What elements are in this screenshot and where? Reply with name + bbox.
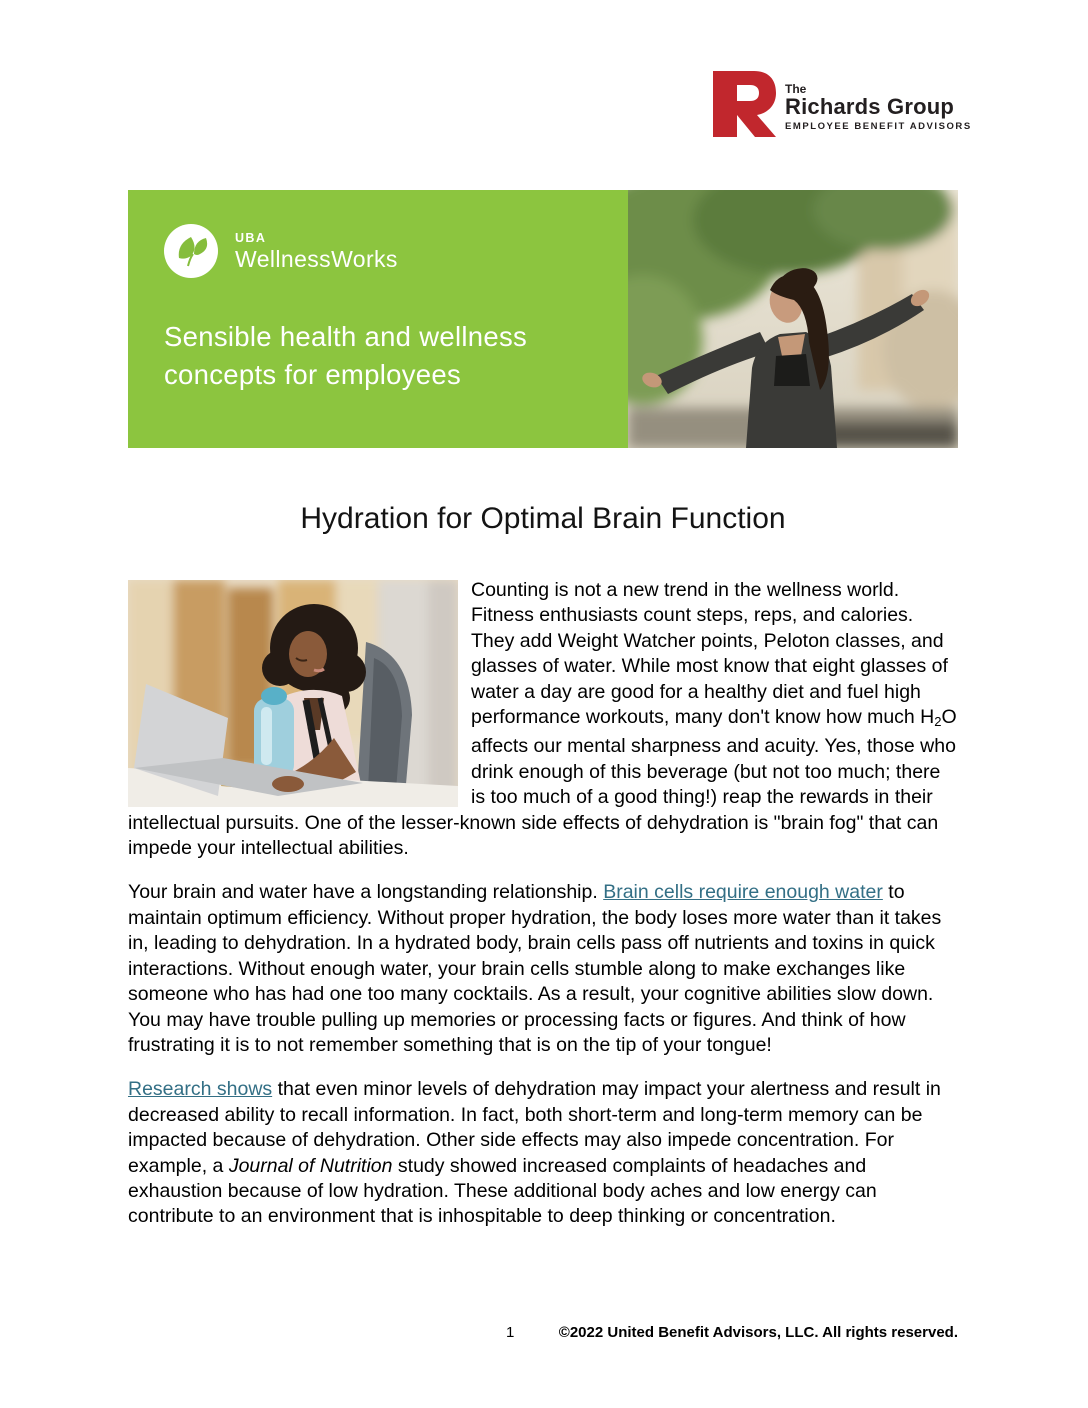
copyright-notice: ©2022 United Benefit Advisors, LLC. All rights reserved. <box>558 1324 958 1341</box>
banner-photo <box>628 190 958 448</box>
article-body <box>128 578 958 1249</box>
paragraph-2 <box>128 880 958 1058</box>
richards-logo-text <box>785 70 972 138</box>
page-number: 1 <box>506 1324 515 1341</box>
richards-group-logo <box>712 70 972 138</box>
paragraph-3 <box>128 1077 958 1229</box>
wellnessworks-label: WellnessWorks <box>235 245 398 272</box>
article-photo <box>128 580 458 807</box>
p1-text-b: O affects our mental sharpness and acuity. Yes, those who drink enough of this beverage (but not too much; there is too much of a good thing!) reap the rewards in their intellectual pursuits. One of the lesser-known side effects of dehydration is "brain fog" that can impede your intellectual abilities. <box>128 706 957 860</box>
p1-text-a: Counting is not a new trend in the wellness world. Fitness enthusiasts count steps, reps, and calories. They add Weight Watcher points, Peloton classes, and glasses of water. While most know that eight glasses of water a day are good for a healthy diet and fuel high performance workouts, many don't know how much H <box>471 579 948 729</box>
journal-of-nutrition-italic: Journal of Nutrition <box>228 1154 393 1177</box>
banner-tagline <box>164 318 628 394</box>
banner-green-panel <box>128 190 628 448</box>
banner-tagline-line2: concepts for employees <box>164 359 462 390</box>
richards-r-icon <box>712 70 776 138</box>
link-research-shows[interactable]: Research shows <box>128 1078 273 1101</box>
h2o-subscript: 2 <box>934 714 942 730</box>
wellnessworks-banner <box>128 190 958 448</box>
banner-brand-text <box>235 231 398 272</box>
link-brain-cells-require-enough-water[interactable]: Brain cells require enough water <box>603 881 883 904</box>
logo-the: The <box>785 82 807 96</box>
uba-label: UBA <box>235 230 267 245</box>
logo-tagline: EMPLOYEE BENEFIT ADVISORS <box>785 121 972 132</box>
p3-text-a: that even minor levels of dehydration may impact your alertness and result in decreased ability to recall information. In fact, both short-term and long-term memory can be impacted because of dehydration. Other side effects may also impede concentration. For example, a <box>128 1078 941 1177</box>
p2-text-b: to maintain optimum efficiency. Without proper hydration, the body loses more water than it takes in, leading to dehydration. In a hydrated body, brain cells pass off nutrients and toxins in quick interactions. Without enough water, your brain cells stumble along to make exchanges like someone who has had one too many cocktails. As a result, your cognitive abilities slow down. You may have trouble pulling up memories or processing facts or figures. And think of how frustrating it is to not remember something that is on the tip of your tongue! <box>128 881 942 1056</box>
article-title: Hydration for Optimal Brain Function <box>300 502 786 535</box>
p2-text-a: Your brain and water have a longstanding relationship. <box>128 881 604 904</box>
banner-tagline-line1: Sensible health and wellness <box>164 321 528 352</box>
leaf-icon <box>164 224 218 278</box>
logo-name: Richards Group <box>785 94 955 119</box>
p3-text-b: study showed increased complaints of headaches and exhaustion because of low hydration. These additional body aches and low energy can contribute to an environment that is inhospitable to deep thinking or concentration. <box>128 1154 877 1228</box>
